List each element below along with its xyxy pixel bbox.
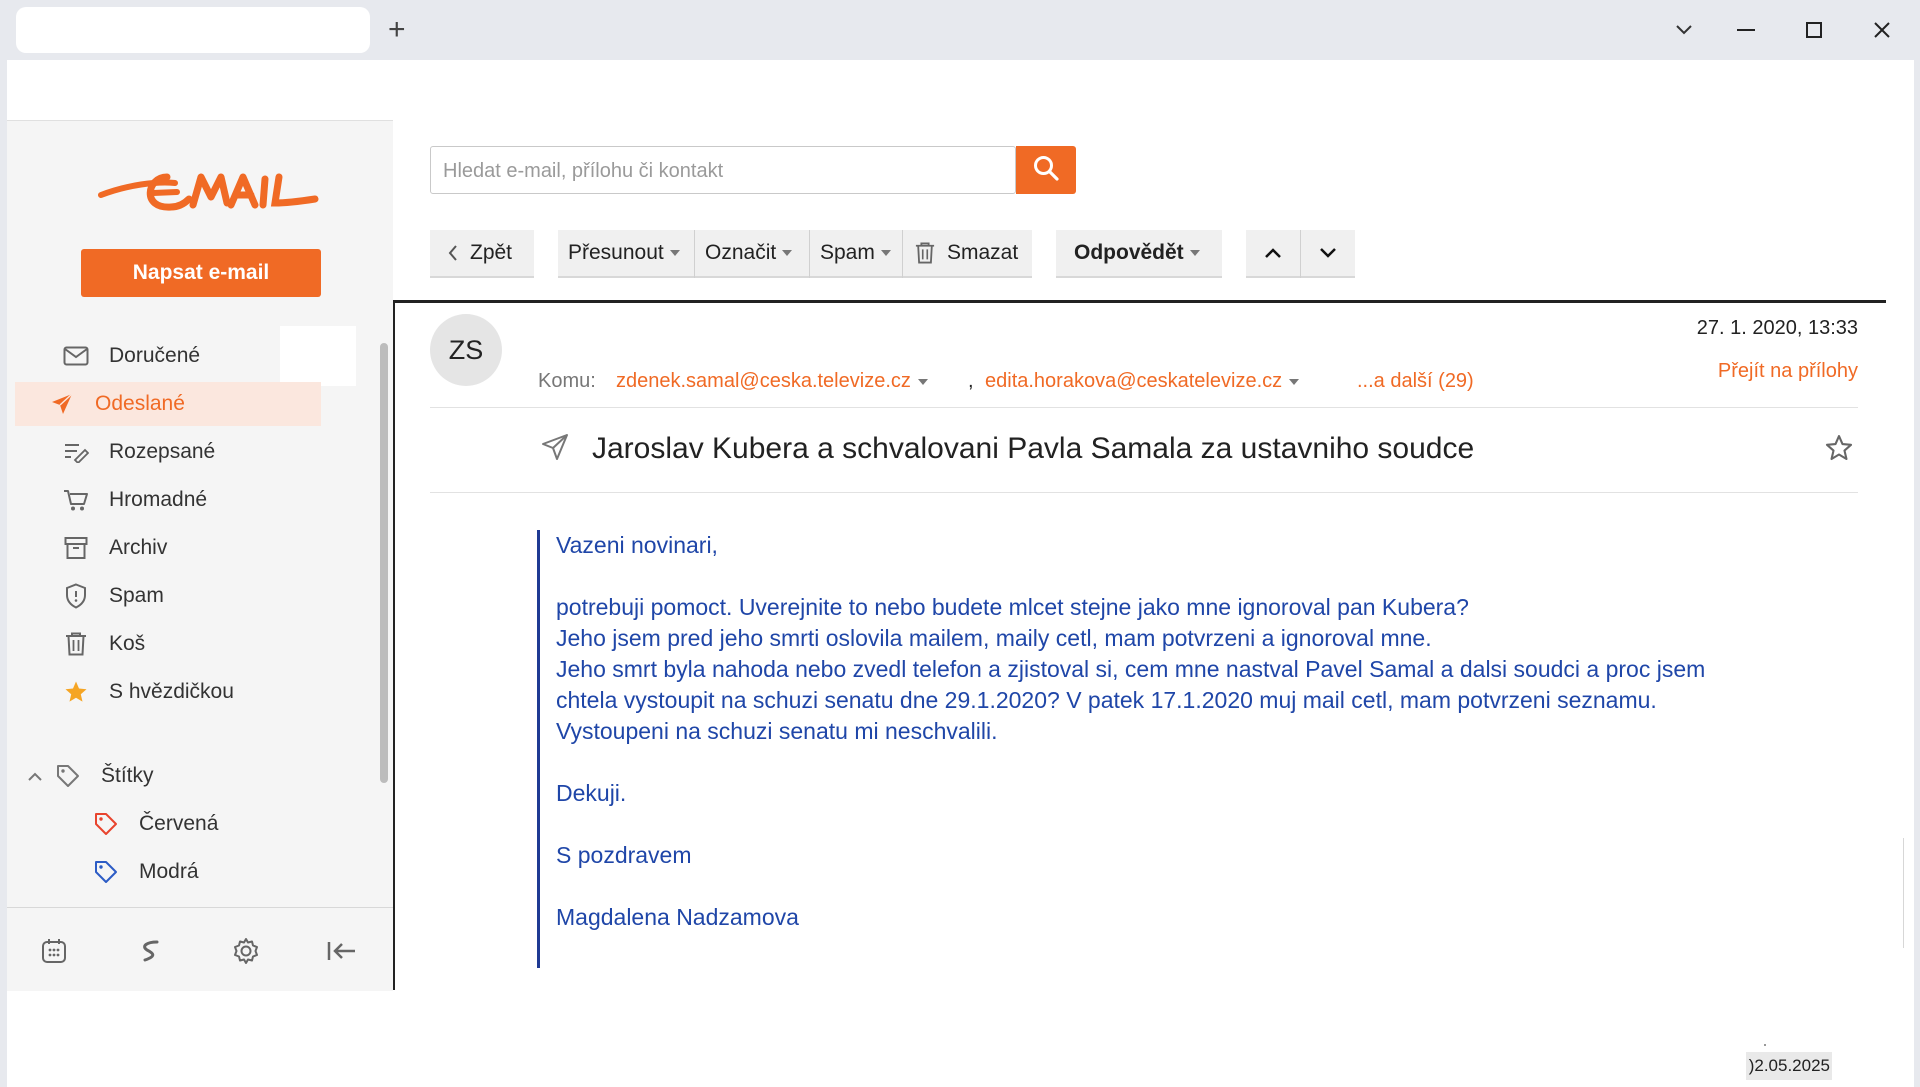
tab-list-chevron-icon[interactable] [1664, 14, 1704, 46]
trash-icon [915, 242, 935, 264]
trash-icon [59, 632, 93, 656]
sidebar-item-spam[interactable] [45, 574, 355, 618]
more-recipients-label: ...a další (29) [1357, 370, 1474, 392]
calendar-icon[interactable] [37, 934, 71, 968]
sidebar-divider [393, 302, 395, 990]
more-recipients-link[interactable] [1357, 370, 1474, 393]
body-line: Jeho jsem pred jeho smrti oslovila mailem, maily cetl, mam potvrzeni a ignoroval mne. [556, 625, 1432, 651]
body-line: Magdalena Nadzamova [556, 904, 799, 930]
message-frame-border [393, 300, 1886, 303]
search-input[interactable] [443, 157, 993, 185]
header-divider [430, 407, 1858, 408]
mark-button[interactable] [695, 230, 809, 278]
email-logo[interactable] [97, 163, 319, 223]
shield-icon [59, 584, 93, 608]
recipient-separator: , [968, 370, 974, 392]
minimize-icon[interactable] [1726, 14, 1766, 46]
sidebar [7, 120, 393, 990]
subject-divider [430, 492, 1858, 493]
recipient-address: zdenek.samal@ceska.televize.cz [616, 370, 911, 392]
sidebar-footer [7, 907, 393, 991]
sidebar-item-inbox[interactable] [45, 334, 355, 378]
seznam-s-icon[interactable] [133, 934, 167, 968]
recipient-address: edita.horakova@ceskatelevize.cz [985, 370, 1283, 392]
caret-down-icon [670, 250, 680, 256]
labels-header-label: Štítky [101, 764, 154, 787]
compose-button[interactable]: Napsat e-mail [81, 249, 321, 297]
archive-icon [59, 536, 93, 560]
spam-button-label: Spam [820, 241, 875, 264]
attachments-link[interactable]: Přejít na přílohy [1717, 360, 1858, 382]
caret-down-icon [782, 250, 792, 256]
labels-header[interactable] [25, 754, 335, 798]
sidebar-item-trash[interactable] [45, 622, 355, 666]
sidebar-item-sent[interactable] [15, 382, 321, 426]
delete-button-label: Smazat [947, 241, 1019, 264]
search-icon [1032, 154, 1060, 187]
sidebar-item-label: Hromadné [109, 488, 208, 511]
body-line: Vazeni novinari, [556, 532, 718, 558]
back-button[interactable] [430, 230, 534, 278]
recipient-chip[interactable] [616, 370, 928, 393]
move-button-label: Přesunout [568, 241, 664, 264]
back-button-label: Zpět [470, 241, 513, 264]
label-item-blue[interactable] [75, 850, 385, 894]
delete-button[interactable] [903, 230, 1032, 278]
sent-icon [45, 392, 79, 416]
sidebar-item-label: Odeslané [95, 392, 185, 415]
caret-down-icon [881, 250, 891, 256]
recipient-chip[interactable] [985, 370, 1299, 393]
tag-red-icon [89, 812, 123, 836]
sidebar-item-label: Koš [109, 632, 146, 655]
body-line: Vystoupeni na schuzi senatu mi neschvalili. [556, 718, 998, 744]
sidebar-item-drafts[interactable] [45, 430, 355, 474]
body-line: chtela vystoupit na schuzi senatu dne 29.1.2020? V patek 17.1.2020 muj mail cetl, mam potvrzeni seznamu. [556, 687, 1657, 713]
maximize-icon[interactable] [1794, 14, 1834, 46]
mark-button-label: Označit [705, 241, 777, 264]
tag-blue-icon [89, 860, 123, 884]
chevron-up-icon [1265, 248, 1281, 258]
dot [1764, 1044, 1766, 1046]
sidebar-item-label: Archiv [109, 536, 168, 559]
window-border-right [1914, 60, 1920, 1087]
tag-icon [51, 764, 85, 788]
scroll-edge [1903, 838, 1904, 948]
browser-tab-bar [0, 0, 1920, 60]
sidebar-item-label: Rozepsané [109, 440, 216, 463]
star-icon[interactable] [1825, 434, 1855, 464]
move-button[interactable] [558, 230, 694, 278]
browser-tab[interactable] [16, 7, 370, 53]
spam-button[interactable] [810, 230, 902, 278]
chevron-down-icon [1320, 248, 1336, 258]
sent-outline-icon [540, 432, 572, 464]
sidebar-item-label: Doručené [109, 344, 201, 367]
message-subject: Jaroslav Kubera a schvalovani Pavla Samala za ustavniho soudce [592, 432, 1475, 465]
close-window-icon[interactable] [1862, 14, 1902, 46]
label-item-red[interactable] [75, 802, 385, 846]
sidebar-item-label: Spam [109, 584, 164, 607]
inbox-icon [59, 344, 93, 368]
chevron-up-icon[interactable] [25, 772, 45, 781]
label-item-text: Modrá [139, 860, 199, 883]
new-tab-button[interactable]: + [388, 13, 406, 46]
caret-down-icon [918, 379, 928, 385]
body-line: S pozdravem [556, 842, 692, 868]
collapse-sidebar-icon[interactable] [325, 934, 359, 968]
star-filled-icon [59, 680, 93, 704]
reply-button[interactable] [1056, 230, 1222, 278]
next-message-button[interactable] [1301, 230, 1355, 278]
previous-message-button[interactable] [1246, 230, 1300, 278]
sidebar-item-label: S hvězdičkou [109, 680, 234, 703]
search-button[interactable] [1016, 146, 1076, 194]
label-item-text: Červená [139, 812, 219, 835]
sidebar-item-archive[interactable] [45, 526, 355, 570]
caret-down-icon [1190, 250, 1200, 256]
sidebar-scrollbar[interactable] [380, 343, 388, 783]
chevron-left-icon [448, 245, 458, 261]
cart-icon [59, 488, 93, 512]
caret-down-icon [1289, 379, 1299, 385]
body-line: Jeho smrt byla nahoda nebo zvedl telefon a zjistoval si, cem mne nastval Pavel Samal a dalsi soudci a proc jsem [556, 656, 1706, 682]
quote-bar [537, 530, 540, 968]
to-label: Komu: [538, 370, 596, 392]
window-border-left [0, 60, 7, 1087]
drafts-icon [59, 440, 93, 464]
reply-button-label: Odpovědět [1074, 241, 1184, 264]
sidebar-item-bulk[interactable] [45, 478, 355, 522]
avatar: ZS [430, 314, 502, 386]
taskbar-date: )2.05.2025 [1746, 1052, 1832, 1080]
body-line: potrebuji pomoct. Uverejnite to nebo budete mlcet stejne jako mne ignoroval pan Kubera? [556, 594, 1469, 620]
message-date: 27. 1. 2020, 13:33 [1696, 317, 1858, 339]
sidebar-item-starred[interactable] [45, 670, 355, 714]
gear-icon[interactable] [229, 934, 263, 968]
body-line: Dekuji. [556, 780, 627, 806]
search-box[interactable] [430, 146, 1016, 194]
